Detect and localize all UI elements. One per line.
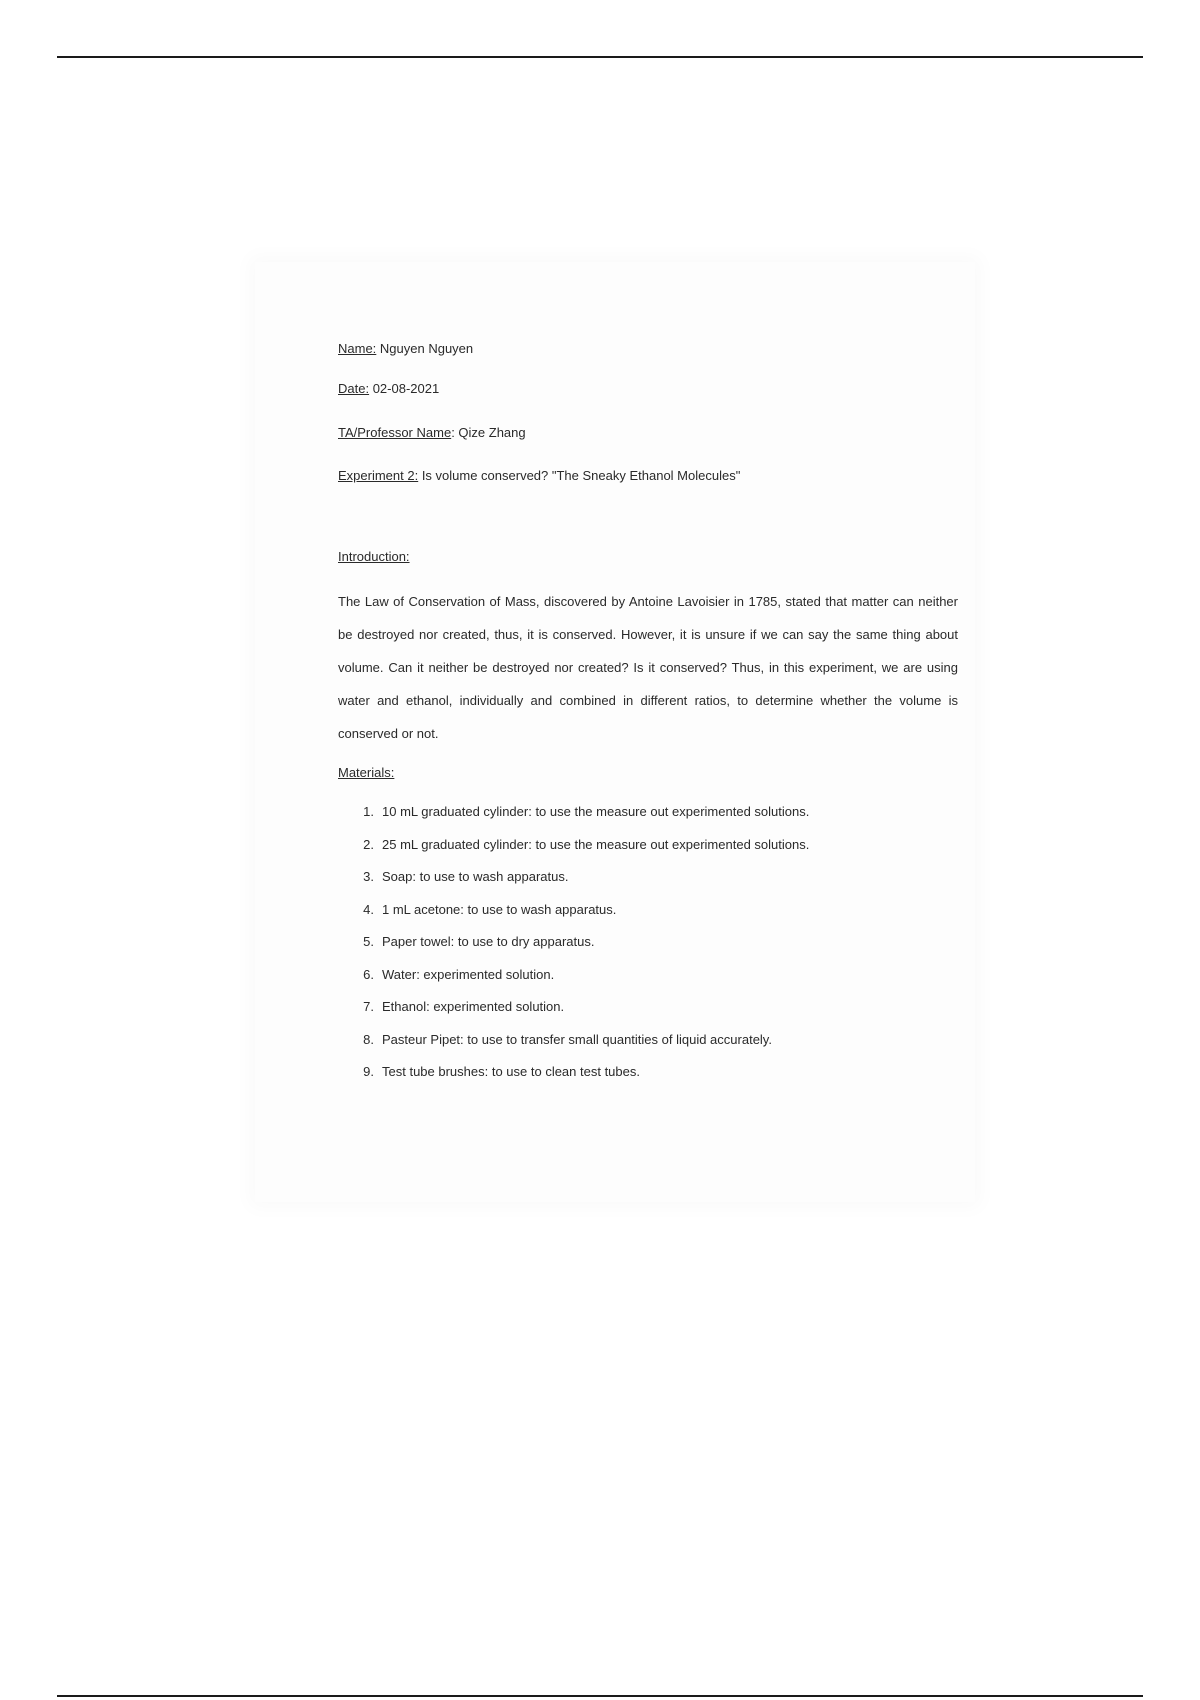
list-item-number: 5. [363,934,374,949]
list-item-text: Pasteur Pipet: to use to transfer small quantities of liquid accurately. [382,1031,772,1047]
introduction-body: The Law of Conservation of Mass, discovered by Antoine Lavoisier in 1785, stated that matter can neither be destroyed nor created, thus, it is conserved. However, it is unsure if we can say the same thing about volume. Can it neither be destroyed nor created? Is it conserved? Thus, in this experiment, we are using water and ethanol, individually and combined in different ratios, to determine whether the volume is conserved or not. [338,594,958,741]
date-label: Date: [338,381,370,396]
list-item-text: 10 mL graduated cylinder: to use the measure out experimented solutions. [382,804,810,819]
list-item [338,803,809,836]
list-item [338,901,809,934]
date-line [338,380,439,398]
materials-list [338,803,809,1096]
name-line [338,340,473,358]
list-item-text: Paper towel: to use to dry apparatus. [382,934,595,949]
name-label: Name: [338,341,377,356]
list-item-text: 1 mL acetone: to use to wash apparatus. [382,901,617,917]
name-value: Nguyen Nguyen [376,341,474,356]
experiment-value: Is volume conserved? "The Sneaky Ethanol Molecules" [418,468,741,483]
list-item-number: 4. [363,901,374,917]
list-item-number: 2. [363,836,374,852]
list-item [338,1063,809,1096]
list-item-number: 9. [363,1064,374,1079]
list-item [338,868,809,901]
list-item-text: Water: experimented solution. [382,966,555,982]
list-item [338,998,809,1031]
list-item-number: 6. [363,966,374,982]
top-rule [57,56,1143,58]
list-item-number: 8. [363,1031,374,1047]
list-item [338,933,809,966]
experiment-label: Experiment 2: [338,468,419,483]
list-item [338,836,809,869]
experiment-line [338,467,740,485]
list-item-number: 7. [363,999,374,1014]
bottom-rule [57,1695,1143,1697]
materials-heading: Materials: [338,765,395,780]
list-item [338,966,809,999]
ta-value: : Qize Zhang [451,425,526,440]
introduction-heading: Introduction: [338,549,410,564]
date-value: 02-08-2021 [369,381,440,396]
ta-line [338,424,526,442]
list-item [338,1031,809,1064]
list-item-text: Soap: to use to wash apparatus. [382,869,569,884]
list-item-text: Ethanol: experimented solution. [382,999,565,1014]
list-item-number: 1. [363,804,374,819]
list-item-text: 25 mL graduated cylinder: to use the measure out experimented solutions. [382,836,810,852]
list-item-text: Test tube brushes: to use to clean test tubes. [382,1064,640,1079]
ta-label: TA/Professor Name [338,425,452,440]
list-item-number: 3. [363,869,374,884]
